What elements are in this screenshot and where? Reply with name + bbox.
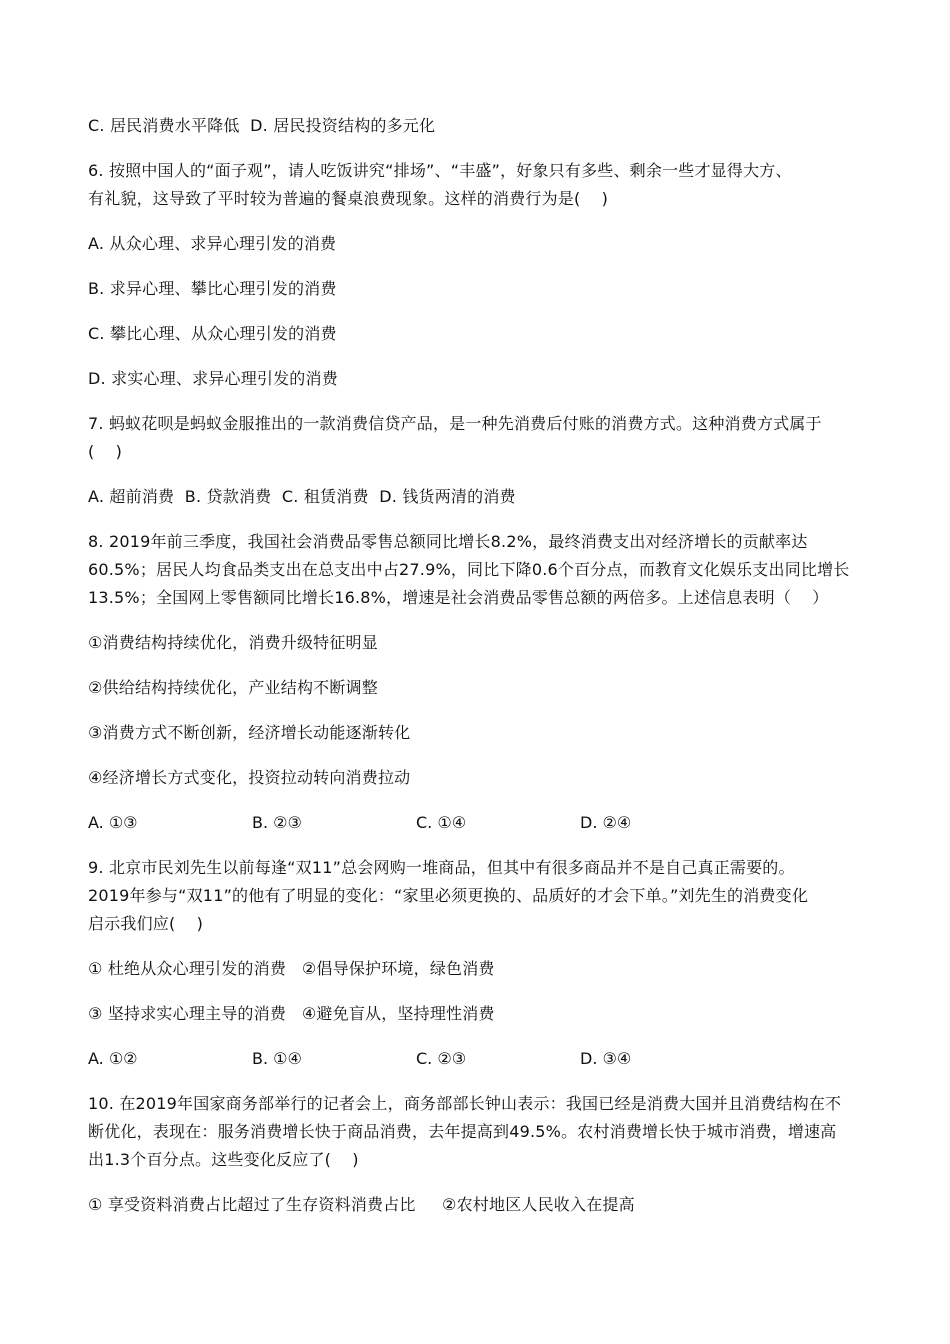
q9-items-3-4: ③ 坚持求实心理主导的消费 ④避免盲从，坚持理性消费	[88, 1004, 495, 1023]
q10-stem-line1: 10. 在2019年国家商务部举行的记者会上，商务部部长钟山表示：我国已经是消费大国并且消费结构在不	[88, 1094, 842, 1113]
q9-stem-line3: 启示我们应( )	[88, 914, 204, 933]
q9-option-a: A. ①②	[88, 1049, 138, 1068]
q9-option-b: B. ①④	[252, 1049, 302, 1068]
q8-item-1: ①消费结构持续优化，消费升级特征明显	[88, 633, 378, 652]
q10-items-1-2: ① 享受资料消费占比超过了生存资料消费占比 ②农村地区人民收入在提高	[88, 1195, 635, 1214]
q8-item-4: ④经济增长方式变化，投资拉动转向消费拉动	[88, 768, 411, 787]
q6-option-a: A. 从众心理、求异心理引发的消费	[88, 234, 337, 253]
q8-option-b: B. ②③	[252, 813, 302, 832]
q8-option-c: C. ①④	[416, 813, 467, 832]
q6-option-c: C. 攀比心理、从众心理引发的消费	[88, 324, 337, 343]
q7-stem-line2: ( )	[88, 442, 123, 461]
q9-stem-line2: 2019年参与“双11”的他有了明显的变化：“家里必须更换的、品质好的才会下单。”刘先生的消费变化	[88, 886, 809, 905]
q8-stem-line2: 60.5%；居民人均食品类支出在总支出中占27.9%，同比下降0.6个百分点，而教育文化娱乐支出同比增长	[88, 560, 850, 579]
q7-options: A. 超前消费 B. 贷款消费 C. 租赁消费 D. 钱货两清的消费	[88, 487, 516, 506]
q8-item-3: ③消费方式不断创新，经济增长动能逐渐转化	[88, 723, 411, 742]
q9-option-d: D. ③④	[580, 1049, 632, 1068]
q10-stem-line3: 出1.3个百分点。这些变化反应了( )	[88, 1150, 359, 1169]
q7-stem-line1: 7. 蚂蚁花呗是蚂蚁金服推出的一款消费信贷产品，是一种先消费后付账的消费方式。这种消费方式属于	[88, 414, 822, 433]
q6-option-d: D. 求实心理、求异心理引发的消费	[88, 369, 338, 388]
q9-items-1-2: ① 杜绝从众心理引发的消费 ②倡导保护环境，绿色消费	[88, 959, 495, 978]
q8-stem-line3: 13.5%；全国网上零售额同比增长16.8%，增速是社会消费品零售总额的两倍多。上述信息表明（ ）	[88, 588, 829, 607]
q9-stem-line1: 9. 北京市民刘先生以前每逢“双11”总会网购一堆商品，但其中有很多商品并不是自己真正需要的。	[88, 858, 795, 877]
q9-option-c: C. ②③	[416, 1049, 467, 1068]
q6-stem-line1: 6. 按照中国人的“面子观”，请人吃饭讲究“排场”、“丰盛”，好象只有多些、剩余一些才显得大方、	[88, 161, 792, 180]
q5-options-cd: C. 居民消费水平降低 D. 居民投资结构的多元化	[88, 116, 436, 135]
q8-stem-line1: 8. 2019年前三季度，我国社会消费品零售总额同比增长8.2%，最终消费支出对经济增长的贡献率达	[88, 532, 808, 551]
q8-item-2: ②供给结构持续优化，产业结构不断调整	[88, 678, 378, 697]
q6-option-b: B. 求异心理、攀比心理引发的消费	[88, 279, 337, 298]
q10-stem-line2: 断优化，表现在：服务消费增长快于商品消费，去年提高到49.5%。农村消费增长快于城市消费，增速高	[88, 1122, 837, 1141]
q8-option-d: D. ②④	[580, 813, 632, 832]
q6-stem-line2: 有礼貌，这导致了平时较为普遍的餐桌浪费现象。这样的消费行为是( )	[88, 189, 609, 208]
q8-option-a: A. ①③	[88, 813, 138, 832]
